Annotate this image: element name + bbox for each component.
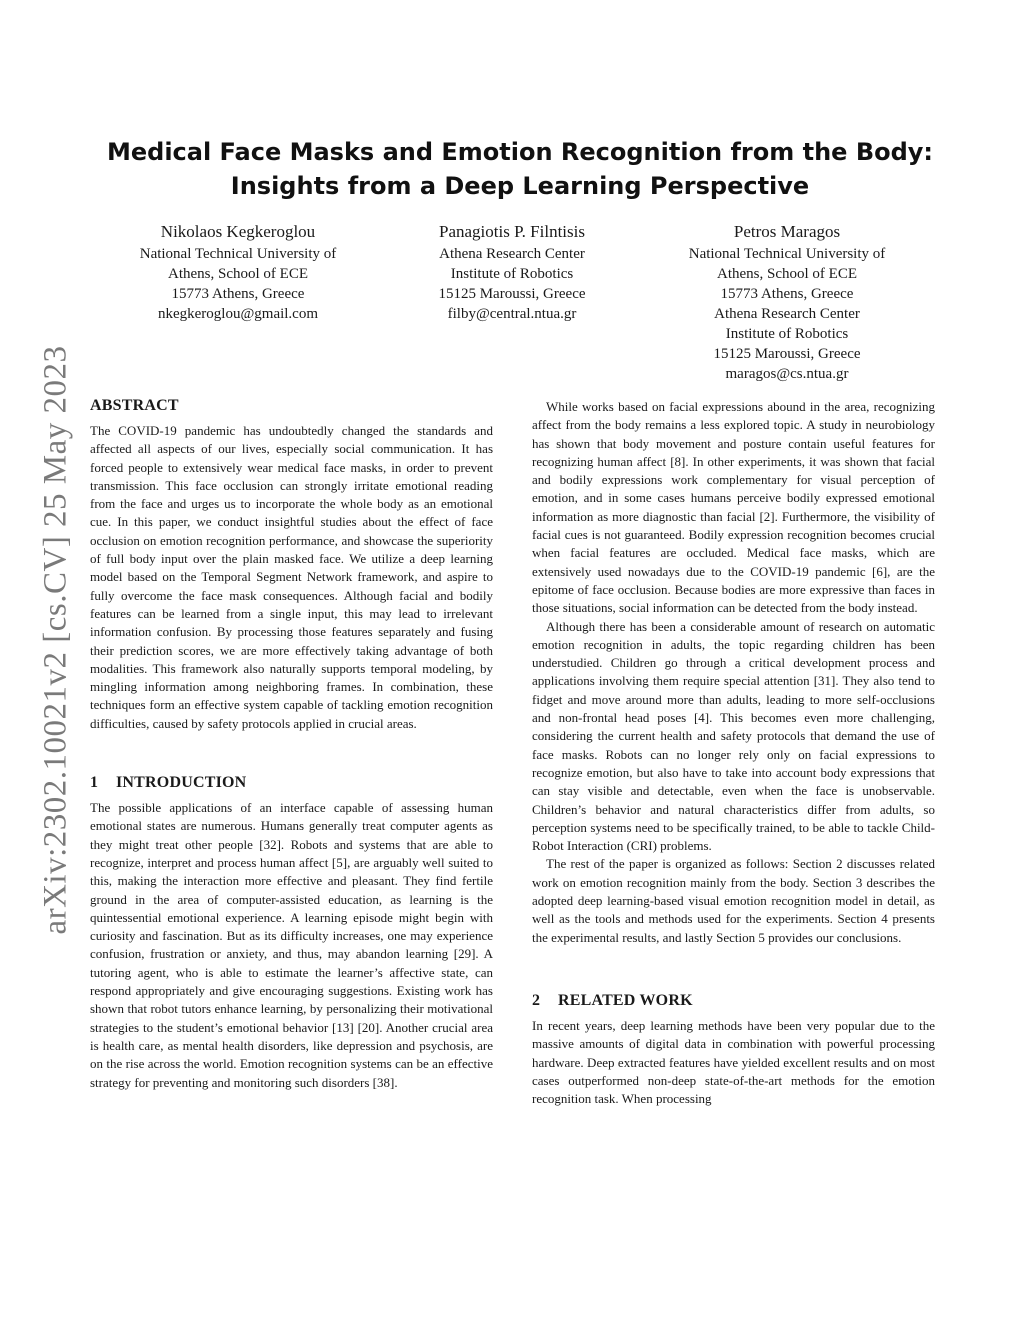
intro-paragraph-1: The possible applications of an interface capable of assessing human emotional states are numerous. Humans generally treat computer agents as they might treat other people [32]. Robots and systems that are able to recognize, interpret and process human affect [5], are arguably well suited to this, making the interaction more effective and pleasant. They find fertile ground in the area of computer-assisted education, as learning is the quintessential emotional experience. A learning episode might begin with curiosity and fascination. But as its difficulty increases, one may experience confusion, frustration or anxiety, and thus, may abandon learning [29]. A tutoring agent, who is able to estimate the learner’s affective state, can respond appropriately and give encouraging suggestions. Existing work has shown that robot tutors enhance learning, by personalizing their motivational strategies to the student’s emotional behavior [13] [20]. Another crucial area is health care, as mental health disorders, like depression and psychosis, are on the rise across the world. Emotion recognition systems can be an effective strategy for preventing and monitoring such disorders [38]. xyxy=(90,800,493,1090)
author-block-3 xyxy=(657,221,917,384)
paper-title xyxy=(80,135,960,203)
section-number: 2 xyxy=(532,991,541,1009)
left-column xyxy=(90,396,493,1092)
abstract-text: The COVID-19 pandemic has undoubtedly changed the standards and affected all aspects of our lives, especially social communication. It has forced people to extensively wear medical face masks, in order to prevent transmission. This face occlusion can strongly irritate emotional reading from the face and urges us to incorporate the whole body as an emotional cue. In this paper, we conduct insightful studies about the effect of face occlusion on emotion recognition performance, and showcase the superiority of full body input over the plain masked face. We utilize a deep learning model based on the Temporal Segment Network framework, and aspire to fully overcome the face mask consequences. Although facial and bodily features can be learned from a single input, this may lead to irrelevant information confusion. By processing those features separately and fusing their prediction scores, we are more effectively taking advantage of both modalities. This framework also naturally supports temporal modeling, by mingling information among neighboring frames. In combination, these techniques form an effective system capable of tackling emotion recognition difficulties, caused by safety protocols applied in crucial areas. xyxy=(90,423,493,731)
author-name: Panagiotis P. Filntisis xyxy=(439,222,585,241)
introduction-heading xyxy=(90,773,493,793)
intro-paragraph-4: The rest of the paper is organized as follows: Section 2 discusses related work on emotion recognition mainly from the body. Section 3 describes the adopted deep learning-based visual emotion recognition model in detail, as well as the tools and methods used for the experiments. Section 4 presents the experimental results, and lastly Section 5 provides our conclusions. xyxy=(532,856,935,945)
abstract-heading: ABSTRACT xyxy=(90,397,179,414)
section-number: 1 xyxy=(90,774,99,792)
author-affiliation: National Technical University of xyxy=(688,246,886,262)
author-email[interactable]: maragos@cs.ntua.gr xyxy=(725,366,849,382)
related-work-paragraph-1: In recent years, deep learning methods have been very popular due to the massive amounts of digital data in combination with powerful processing hardware. Deep extracted features have yielded excellent results and on most cases outperformed non-deep state-of-the-art methods for the emotion recognition task. When processing xyxy=(532,1017,935,1107)
author-address: 15773 Athens, Greece xyxy=(720,286,854,302)
author-affiliation: National Technical University of xyxy=(139,246,337,262)
author-affiliation: Institute of Robotics xyxy=(725,326,849,342)
arxiv-identifier-stamp: arXiv:2302.10021v2 [cs.CV] 25 May 2023 xyxy=(37,345,74,935)
author-affiliation: Athena Research Center xyxy=(439,246,585,262)
author-address: 15773 Athens, Greece xyxy=(171,286,305,302)
intro-paragraph-2: While works based on facial expressions abound in the area, recognizing affect from the body remains a less explored topic. A study in neurobiology has shown that body movement and posture contain useful features for recognizing human affect [8]. In other experiments, it was shown that facial and bodily expressions work complementary for visual perception of emotion, and in some cases humans perceive bodily expressed emotional information as more diagnostic than facial [2]. Furthermore, the visibility of facial cues is not guaranteed. Bodily expression recognition becomes crucial when facial features are occluded. Medical face masks, which are extensively used nowadays due to the COVID-19 pandemic [6], are the epitome of face occlusion. Because bodies are more expressive than faces in those situations, social information can be detected from the body instead. xyxy=(532,399,935,616)
author-email[interactable]: filby@central.ntua.gr xyxy=(447,306,577,322)
author-affiliation: Athens, School of ECE xyxy=(717,266,857,282)
intro-paragraph-3: Although there has been a considerable amount of research on automatic emotion recognition in adults, the topic regarding children has been understudied. Children go through a critical development process and applications involving them require special attention [31]. They also tend to fidget and move around more than adults, leading to more self-occlusions and non-frontal head poses [4]. This becomes even more challenging, considering the current health and safety protocols that demand the use of face masks. Robots can no longer rely only on facial expressions to recognize emotion, but also have to take into account body expressions that can stay visible and detectable, even when the face is unobservable. Children’s behavior and natural characteristics differ from adults, so perception systems need to be specifically trained, to be able to tackle Child-Robot Interaction (CRI) problems. xyxy=(532,618,935,854)
author-address: 15125 Maroussi, Greece xyxy=(713,346,861,362)
author-name: Petros Maragos xyxy=(733,222,841,241)
section-title: INTRODUCTION xyxy=(116,774,247,792)
title-line-2: Insights from a Deep Learning Perspective xyxy=(230,172,810,200)
author-name: Nikolaos Kegkeroglou xyxy=(160,222,316,241)
section-title: RELATED WORK xyxy=(558,991,693,1009)
author-affiliation: Institute of Robotics xyxy=(450,266,574,282)
author-block-2 xyxy=(392,221,632,324)
related-work-heading xyxy=(532,991,935,1011)
author-address: 15125 Maroussi, Greece xyxy=(438,286,586,302)
title-line-1: Medical Face Masks and Emotion Recognition from the Body: xyxy=(106,138,934,166)
right-column xyxy=(532,398,935,1108)
author-block-1 xyxy=(108,221,368,324)
author-affiliation: Athena Research Center xyxy=(714,306,860,322)
author-affiliation: Athens, School of ECE xyxy=(168,266,308,282)
author-email[interactable]: nkegkeroglou@gmail.com xyxy=(157,306,319,322)
